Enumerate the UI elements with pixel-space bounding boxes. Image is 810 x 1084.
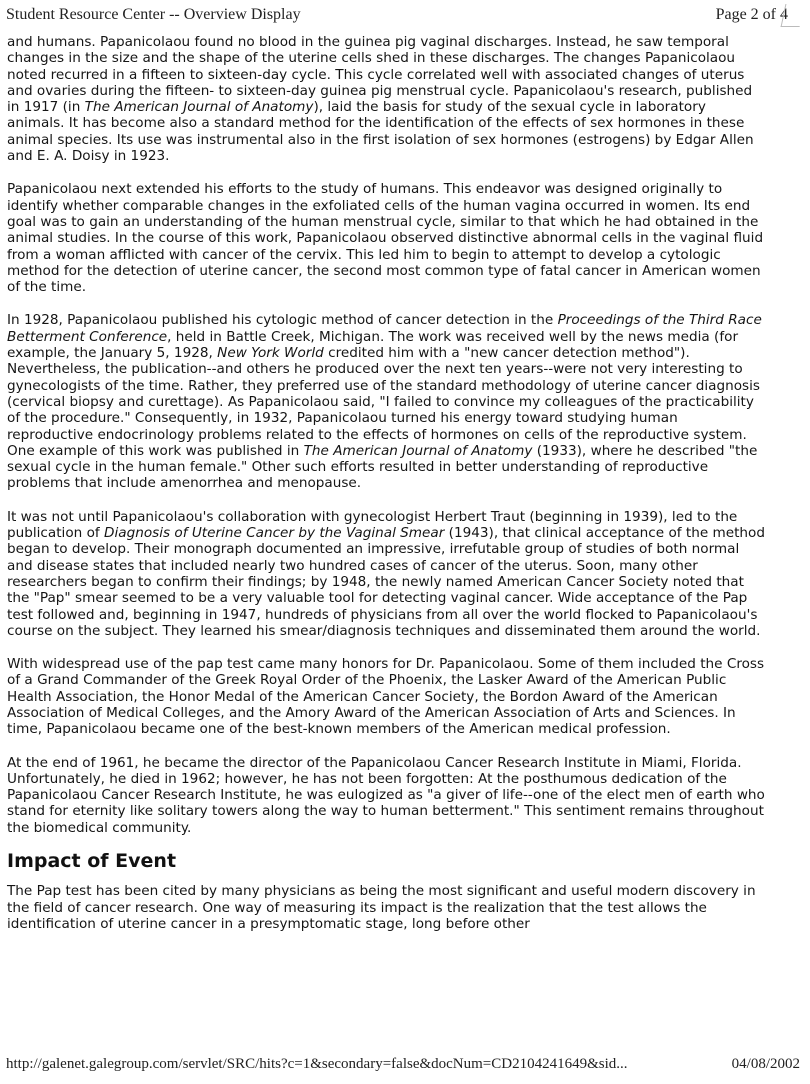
- monograph-title: Diagnosis of Uterine Cancer by the Vaginal Smear: [104, 525, 445, 542]
- paragraph-text: ), laid the basis for study of the sexual cycle in laboratory animals. It has become also a standard method for the identification of the effects of sex hormones in these animal species. Its use was instrumental also in the first isolation of sex hormones (estrogens) by Edgar Allen and E. A. Doisy in 1923.: [7, 99, 754, 165]
- journal-title: The American Journal of Anatomy: [303, 442, 533, 459]
- document-title: Student Resource Center -- Overview Display: [6, 6, 301, 23]
- page-header: [6, 4, 802, 28]
- section-heading: Impact of Event: [7, 850, 177, 873]
- page-corner-icon: [781, 4, 805, 27]
- source-url: http://galenet.galegroup.com/servlet/SRC/hits?c=1&secondary=false&docNum=CD2104241649&sid...: [6, 1056, 628, 1072]
- publication-title: Proceedings of the Third Race Betterment Conference: [7, 312, 762, 345]
- paragraph-text: , held in Battle Creek, Michigan. The work was received well by the news media (for example, the January 5, 1928,: [7, 328, 739, 362]
- paragraph-guinea-pig-research: [7, 34, 767, 164]
- page-number: Page 2 of 4: [715, 6, 788, 23]
- print-date: 04/08/2002: [731, 1056, 800, 1072]
- newspaper-title: New York World: [217, 345, 324, 362]
- paragraph-text: credited him with a "new cancer detection method"). Nevertheless, the publication--and others he produced over the next ten years--were not very interesting to gynecologists of the time. Rather, they preferred use of the standard methodology of uterine cancer diagnosis (cervical biopsy and curettage). As Papanicolaou said, "I failed to convince my colleagues of the practicability of the procedure." Consequently, in 1932, Papanicolaou turned his energy toward studying human reproductive endocrinology problems related to the effects of hormones on cells of the reproductive system. One example of this work was published in: [7, 345, 760, 459]
- paragraph-later-life: At the end of 1961, he became the director of the Papanicolaou Cancer Research Institute in Miami, Florida. Unfortunately, he died in 1962; however, he has not been forgotten: At the posthumous dedication of the Papanicolaou Cancer Research Institute, he was eulogized as "a giver of life--one of the elect men of earth who stand for eternity like solitary towers along the way to human betterment." This sentiment remains throughout the biomedical community.: [7, 754, 765, 836]
- paragraph-impact: The Pap test has been cited by many physicians as being the most significant and useful modern discovery in the field of cancer research. One way of measuring its impact is the realization that the test allows the identification of uterine cancer in a presymptomatic stage, long before other: [7, 883, 756, 932]
- paragraph-text: (1943), that clinical acceptance of the method began to develop. Their monograph documented an impressive, irrefutable group of studies of both normal and disease states that included nearly two hundred cases of cancer of the uterus. Soon, many other researchers began to confirm their findings; by 1948, the newly named American Cancer Society noted that the "Pap" smear seemed to be a very valuable tool for detecting vaginal cancer. Wide acceptance of the Pap test followed and, beginning in 1947, hundreds of physicians from all over the world flocked to Papanicolaou's course on the subject. They learned his smear/diagnosis techniques and disseminated them around the world.: [7, 525, 765, 639]
- paragraph-honors: With widespread use of the pap test came many honors for Dr. Papanicolaou. Some of them included the Cross of a Grand Commander of the Greek Royal Order of the Phoenix, the Lasker Award of the American Public Health Association, the Honor Medal of the American Cancer Society, the Bordon Award of the American Association of Medical Colleges, and the Amory Award of the American Association of Arts and Sciences. In time, Papanicolaou became one of the best-known members of the American medical profession.: [7, 656, 765, 738]
- paragraph-traut-collaboration: [7, 509, 767, 639]
- paragraph-1928-publication: [7, 312, 767, 491]
- journal-title: The American Journal of Anatomy: [84, 99, 314, 116]
- paragraph-text: and humans. Papanicolaou found no blood in the guinea pig vaginal discharges. Instead, he saw temporal changes in the size and the shape of the uterine cells shed in these discharges. The changes Papanicolaou noted recurred in a fifteen to sixteen-day cycle. This cycle correlated well with associated changes of uterus and ovaries during the fifteen- to sixteen-day guinea pig menstrual cycle. Papanicolaou's research, published in 1917 (in: [7, 34, 753, 116]
- paragraph-text: In 1928, Papanicolaou published his cytologic method of cancer detection in the: [7, 312, 558, 329]
- page-footer: [6, 1056, 800, 1076]
- paragraph-text: It was not until Papanicolaou's collaboration with gynecologist Herbert Traut (beginning in 1939), led to the publication of: [7, 508, 738, 542]
- article-body: [7, 34, 767, 949]
- paragraph-human-studies: Papanicolaou next extended his efforts to the study of humans. This endeavor was designed originally to identify whether comparable changes in the exfoliated cells of the human vagina occurred in women. Its end goal was to gain an understanding of the human menstrual cycle, similar to that which he had obtained in the animal studies. In the course of this work, Papanicolaou observed distinctive abnormal cells in the vaginal fluid from a woman afflicted with cancer of the cervix. This led him to begin to attempt to develop a cytologic method for the detection of uterine cancer, the second most common type of fatal cancer in American women of the time.: [7, 181, 764, 296]
- paragraph-text: (1933), where he described "the sexual cycle in the human female." Other such efforts resulted in better understanding of reproductive problems that include amenorrhea and menopause.: [7, 442, 758, 492]
